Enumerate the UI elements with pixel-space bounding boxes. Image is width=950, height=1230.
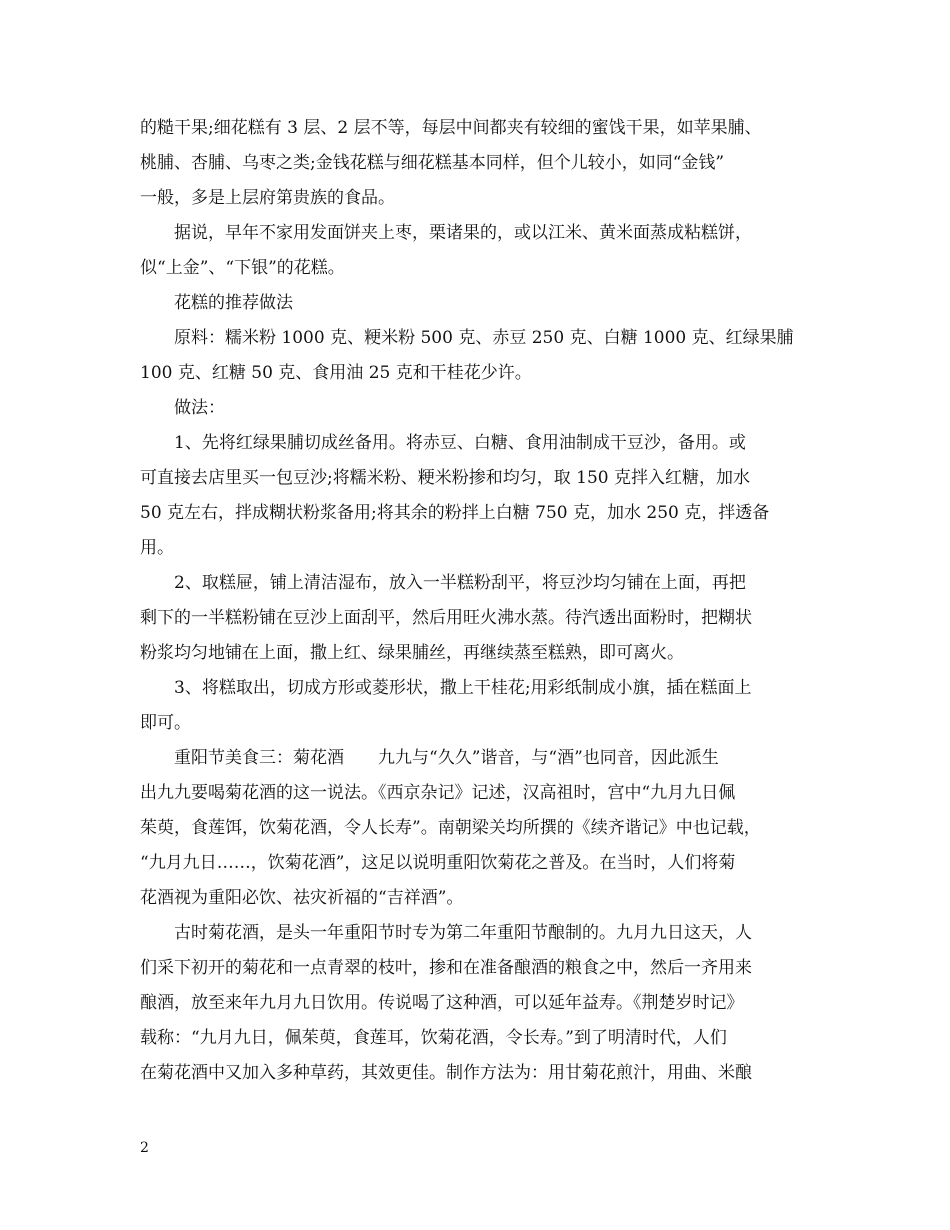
text-line: 剩下的一半糕粉铺在豆沙上面刮平，然后用旺火沸水蒸。待汽透出面粉时，把糊状 [140,608,752,628]
paragraph [140,391,830,426]
paragraph [140,741,830,916]
text-line: 原料：糯米粉 1000 克、粳米粉 500 克、赤豆 250 克、白糖 1000 克、红绿果脯 [174,328,794,348]
page-number: 2 [140,1140,149,1156]
text-line: 载称：“九月九日，佩茱萸，食莲耳，饮菊花酒，令长寿。”到了明清时代，人们 [140,1028,727,1048]
paragraph [140,286,830,321]
paragraph [140,216,830,286]
paragraph [140,111,830,216]
text-line: 50 克左右，拌成糊状粉浆备用;将其余的粉拌上白糖 750 克，加水 250 克，拌透备 [140,503,770,523]
text-line: 1、先将红绿果脯切成丝备用。将赤豆、白糖、食用油制成干豆沙，备用。或 [174,433,746,453]
paragraph [140,321,830,391]
text-line: 在菊花酒中又加入多种草药，其效更佳。制作方法为：用甘菊花煎汁，用曲、米酿 [140,1063,752,1083]
document-body [140,111,830,1091]
text-line: 的糙干果;细花糕有 3 层、2 层不等，每层中间都夹有较细的蜜饯干果，如苹果脯、 [140,118,762,138]
text-line: 一般，多是上层府第贵族的食品。 [140,188,395,208]
text-line: 酿酒，放至来年九月九日饮用。传说喝了这种酒，可以延年益寿。《荆楚岁时记》 [140,993,744,1013]
text-line: 3、将糕取出，切成方形或菱形状，撒上干桂花;用彩纸制成小旗，插在糕面上 [174,678,752,698]
text-line: 出九九要喝菊花酒的这一说法。《西京杂记》记述，汉高祖时，宫中“九月九日佩 [140,783,736,803]
text-line: 花酒视为重阳必饮、祛灾祈福的“吉祥酒”。 [140,888,464,908]
text-line: 们采下初开的菊花和一点青翠的枝叶，掺和在准备酿酒的粮食之中，然后一齐用来 [140,958,752,978]
text-line: 桃脯、杏脯、乌枣之类;金钱花糕与细花糕基本同样，但个儿较小，如同“金钱” [140,153,725,173]
text-line: 古时菊花酒，是头一年重阳节时专为第二年重阳节酿制的。九月九日这天，人 [174,923,752,943]
text-line: 用。 [140,538,174,558]
text-line: 100 克、红糖 50 克、食用油 25 克和干桂花少许。 [140,363,532,383]
text-line: 即可。 [140,713,191,733]
paragraph [140,916,830,1091]
text-line: 据说，早年不家用发面饼夹上枣，栗诸果的，或以江米、黄米面蒸成粘糕饼， [174,223,752,243]
text-line: 粉浆均匀地铺在上面，撒上红、绿果脯丝，再继续蒸至糕熟，即可离火。 [140,643,684,663]
text-line: 做法： [174,398,225,418]
text-line: 似“上金”、“下银”的花糕。 [140,258,345,278]
paragraph [140,671,830,741]
paragraph [140,426,830,566]
paragraph [140,566,830,671]
text-line: 茱萸，食莲饵，饮菊花酒，令人长寿”。南朝梁关均所撰的《续齐谐记》中也记载， [140,818,761,838]
text-line: “九月九日……，饮菊花酒”，这足以说明重阳饮菊花之普及。在当时，人们将菊 [140,853,736,873]
text-line: 花糕的推荐做法 [174,293,293,313]
text-line: 2、取糕屉，铺上清洁湿布，放入一半糕粉刮平，将豆沙均匀铺在上面，再把 [174,573,746,593]
text-line: 重阳节美食三：菊花酒 九九与“久久”谐音，与“酒”也同音，因此派生 [174,748,719,768]
text-line: 可直接去店里买一包豆沙;将糯米粉、粳米粉掺和均匀，取 150 克拌入红糖，加水 [140,468,750,488]
